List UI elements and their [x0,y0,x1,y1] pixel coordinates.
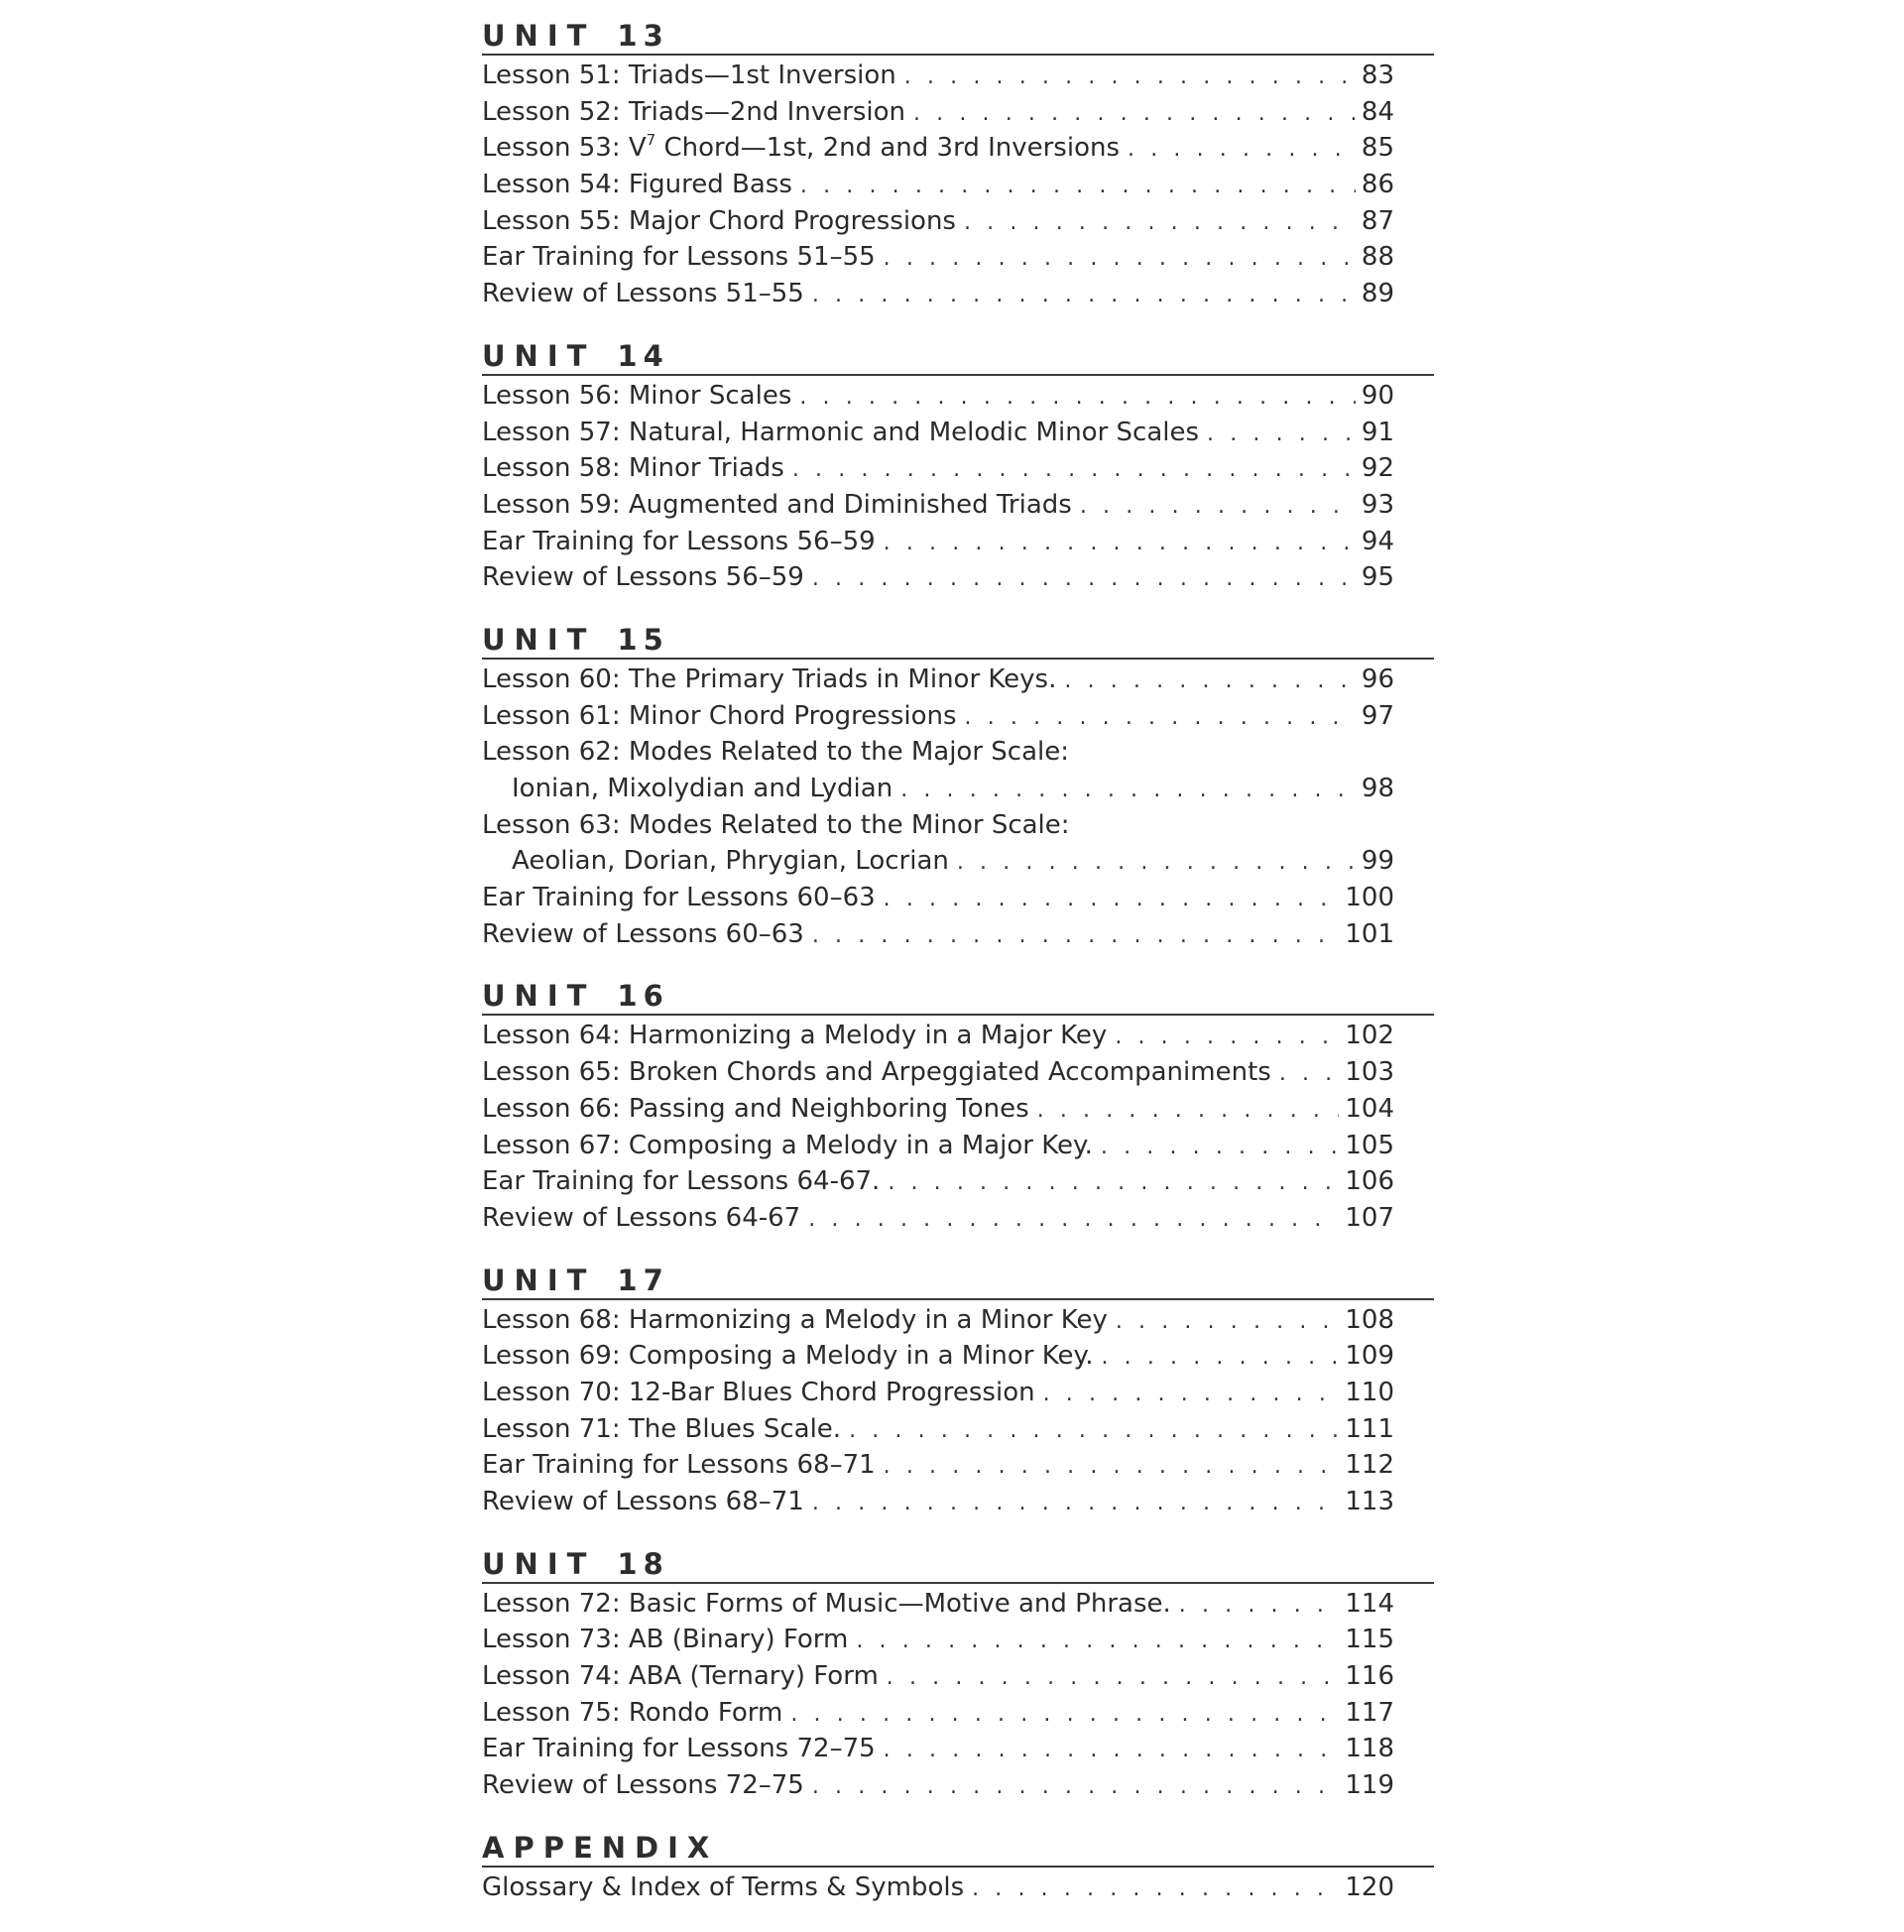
dot-leader [1037,1093,1340,1130]
entry-title: Lesson 66: Passing and Neighboring Tones [482,1093,1029,1124]
appendix-section [482,1830,1434,1906]
entry-title: Ionian, Mixolydian and Lydian [512,774,893,803]
page-number: 85 [1361,133,1394,164]
entry-title: Lesson 58: Minor Triads [482,453,784,484]
unit-label: UNIT [482,338,596,373]
unit-label: UNIT [482,1263,596,1297]
dot-leader [887,1660,1340,1697]
page-number: 111 [1345,1413,1394,1444]
dot-leader [1128,132,1356,169]
dot-leader [812,1769,1340,1806]
toc-entry[interactable] [482,843,1394,880]
entry-title: Ear Training for Lessons 56–59 [482,526,876,556]
dot-leader [1207,417,1356,453]
page-number: 100 [1345,883,1394,913]
dot-leader [972,1872,1339,1908]
entry-title: Lesson 52: Triads—2nd Inversion [482,96,905,127]
page-number: 108 [1345,1304,1394,1335]
page-number: 104 [1345,1093,1394,1124]
dot-leader [964,205,1356,242]
dot-leader [884,241,1356,278]
dot-leader [800,169,1356,205]
unit-18-section [482,1546,1434,1804]
toc-entry[interactable] [482,1586,1394,1623]
page-number: 103 [1345,1057,1394,1088]
dot-leader [849,1413,1339,1450]
unit-16-section [482,978,1434,1236]
toc-entry[interactable] [482,771,1394,807]
entry-title: Lesson 75: Rondo Form [482,1697,783,1728]
entry-title: Ear Training for Lessons 64-67. [482,1166,881,1197]
toc-entry[interactable] [482,239,1394,276]
toc-entry[interactable] [482,1054,1394,1091]
entry-title: Lesson 69: Composing a Melody in a Minor Key. [482,1341,1094,1372]
entry-title: Lesson 64: Harmonizing a Melody in a Major Key [482,1021,1108,1051]
toc-entry[interactable] [482,1018,1394,1054]
unit-number: 16 [617,979,669,1014]
superscript-seven: 7 [646,131,656,150]
toc-entry[interactable] [482,1128,1394,1164]
page-number: 93 [1361,489,1394,520]
dot-leader [1101,1340,1339,1377]
entry-title: Review of Lessons 64-67 [482,1202,801,1233]
unit-15-section [482,622,1434,953]
toc-entry[interactable] [482,130,1394,167]
entry-title: Lesson 74: ABA (Ternary) Form [482,1661,879,1692]
entry-title: Lesson 57: Natural, Harmonic and Melodic Minor Scales [482,417,1200,447]
entry-title: Lesson 71: The Blues Scale. [482,1413,842,1444]
dot-leader [884,526,1356,562]
page-number: 113 [1345,1487,1394,1516]
dot-leader [1279,1056,1340,1093]
entry-title [482,130,1120,170]
page-number: 119 [1345,1770,1394,1801]
entry-title: Lesson 59: Augmented and Diminished Triads [482,489,1072,520]
entry-title: Ear Training for Lessons 68–71 [482,1450,876,1481]
page-number: 101 [1345,918,1394,949]
dot-leader [957,845,1356,882]
page-number: 114 [1345,1588,1394,1619]
toc-entry[interactable] [482,1447,1394,1484]
page-number: 117 [1345,1697,1394,1728]
appendix-heading [482,1830,1434,1868]
toc-entry[interactable] [482,487,1394,524]
dot-leader [812,561,1356,598]
dot-leader [1043,1377,1340,1413]
page-number: 105 [1345,1130,1394,1160]
page-number: 86 [1361,170,1394,200]
entry-title: Review of Lessons 60–63 [482,918,804,949]
toc-entry[interactable] [482,415,1394,451]
page-number: 90 [1361,380,1394,411]
toc-entry[interactable] [482,524,1394,560]
toc-entry[interactable] [482,880,1394,916]
unit-heading [482,622,1434,660]
toc-entry[interactable] [482,1200,1394,1237]
page-number: 118 [1345,1734,1394,1764]
page-number: 107 [1345,1202,1394,1233]
page-number: 95 [1361,562,1394,593]
toc-entry[interactable] [482,1484,1394,1520]
entry-title: Glossary & Index of Terms & Symbols [482,1872,965,1902]
entry-title: Lesson 68: Harmonizing a Melody in a Minor Key [482,1304,1108,1335]
toc-entry[interactable] [482,167,1394,203]
toc-entry[interactable] [482,1767,1394,1804]
entry-title-line-1[interactable]: Lesson 63: Modes Related to the Minor Scale: [482,809,1070,840]
unit-label: UNIT [482,622,596,657]
unit-number: 17 [617,1263,669,1297]
page-number: 87 [1361,205,1394,236]
toc-entry[interactable] [482,1338,1394,1375]
page-number: 99 [1361,846,1394,877]
toc-entry[interactable] [482,916,1394,953]
entry-title: Lesson 51: Triads—1st Inversion [482,60,896,90]
dot-leader [965,700,1356,737]
entry-title-prefix: Lesson 53: V [482,133,647,164]
entry-title: Review of Lessons 72–75 [482,1770,804,1801]
page-number: 89 [1361,279,1394,309]
entry-title: Lesson 65: Broken Chords and Arpeggiated Accompaniments [482,1057,1271,1088]
dot-leader [884,882,1340,918]
entry-title-line-1[interactable]: Lesson 62: Modes Related to the Major Scale: [482,737,1069,768]
unit-heading [482,978,1434,1016]
unit-13-section [482,18,1434,312]
toc-entry[interactable] [482,94,1394,131]
page-number: 91 [1361,417,1394,447]
dot-leader [884,1449,1340,1486]
page-number: 102 [1345,1021,1394,1051]
unit-label: UNIT [482,979,596,1014]
entry-title: Aeolian, Dorian, Phrygian, Locrian [512,846,949,877]
unit-heading [482,18,1434,56]
toc-entry[interactable] [482,203,1394,240]
page-number: 97 [1361,700,1394,731]
dot-leader [1115,1020,1339,1056]
entry-title: Ear Training for Lessons 51–55 [482,242,876,273]
dot-leader [790,1697,1339,1734]
entry-title: Lesson 67: Composing a Melody in a Major Key. [482,1130,1093,1160]
unit-label: UNIT [482,1546,596,1581]
dot-leader [799,380,1356,417]
dot-leader [1116,1304,1340,1341]
toc-entry[interactable] [482,1731,1394,1767]
entry-title: Review of Lessons 51–55 [482,279,804,309]
entry-title-suffix: Chord—1st, 2nd and 3rd Inversions [655,133,1121,164]
entry-title: Review of Lessons 56–59 [482,562,804,593]
entry-title: Lesson 72: Basic Forms of Music—Motive and Phrase. [482,1588,1171,1619]
dot-leader [812,1486,1340,1522]
page-number: 116 [1345,1661,1394,1692]
entry-title: Lesson 55: Major Chord Progressions [482,205,956,236]
dot-leader [888,1165,1339,1202]
toc-entry[interactable] [482,698,1394,735]
page-number: 92 [1361,453,1394,484]
unit-17-section [482,1263,1434,1520]
toc-entry[interactable] [482,1163,1394,1200]
toc-entry[interactable] [482,1658,1394,1695]
unit-number: 14 [617,338,669,373]
page-number: 83 [1361,60,1394,90]
page-number: 98 [1361,774,1394,803]
entry-title: Lesson 60: The Primary Triads in Minor Keys. [482,664,1057,694]
page-number: 115 [1345,1625,1394,1655]
dot-leader [812,918,1340,955]
toc-entry[interactable] [482,1302,1394,1339]
toc-entry[interactable] [482,1695,1394,1732]
page-number: 120 [1345,1872,1394,1902]
page-number: 96 [1361,664,1394,694]
page-number: 84 [1361,96,1394,127]
appendix-label: APPENDIX [482,1830,719,1865]
page-number: 88 [1361,242,1394,273]
entry-title: Review of Lessons 68–71 [482,1487,804,1516]
dot-leader [1064,664,1356,700]
toc-entry[interactable] [482,450,1394,487]
dot-leader [1101,1130,1339,1166]
toc-entry[interactable] [482,276,1394,312]
dot-leader [812,278,1356,314]
unit-14-section [482,338,1434,596]
unit-number: 18 [617,1546,669,1581]
unit-heading [482,1263,1434,1300]
page-number: 112 [1345,1450,1394,1481]
toc-entry[interactable] [482,58,1394,94]
dot-leader [1179,1588,1340,1625]
dot-leader [884,1733,1340,1769]
entry-title: Ear Training for Lessons 72–75 [482,1734,876,1764]
unit-number: 13 [617,19,669,53]
dot-leader [913,96,1356,133]
page-number: 110 [1345,1377,1394,1407]
dot-leader [808,1202,1339,1239]
entry-title: Lesson 73: AB (Binary) Form [482,1625,849,1655]
entry-title: Lesson 56: Minor Scales [482,380,792,411]
table-of-contents [482,18,1434,1932]
unit-heading [482,1546,1434,1584]
page-number: 94 [1361,526,1394,556]
toc-entry[interactable] [482,378,1394,415]
entry-title: Lesson 61: Minor Chord Progressions [482,700,957,731]
entry-title: Lesson 70: 12-Bar Blues Chord Progression [482,1377,1035,1407]
toc-entry[interactable] [482,1375,1394,1411]
unit-heading [482,338,1434,376]
page-number: 106 [1345,1166,1394,1197]
entry-title: Lesson 54: Figured Bass [482,170,792,200]
dot-leader [1080,489,1356,526]
page-number: 109 [1345,1341,1394,1372]
toc-entry[interactable] [482,662,1394,698]
toc-entry[interactable] [482,1870,1394,1906]
unit-label: UNIT [482,19,596,53]
entry-title: Ear Training for Lessons 60–63 [482,883,876,913]
dot-leader [856,1624,1339,1660]
toc-entry[interactable] [482,1622,1394,1658]
dot-leader [904,60,1356,96]
toc-entry[interactable] [482,1091,1394,1128]
toc-entry[interactable] [482,559,1394,596]
dot-leader [900,773,1356,809]
dot-leader [792,452,1356,489]
unit-number: 15 [617,622,669,657]
toc-entry[interactable] [482,1411,1394,1448]
